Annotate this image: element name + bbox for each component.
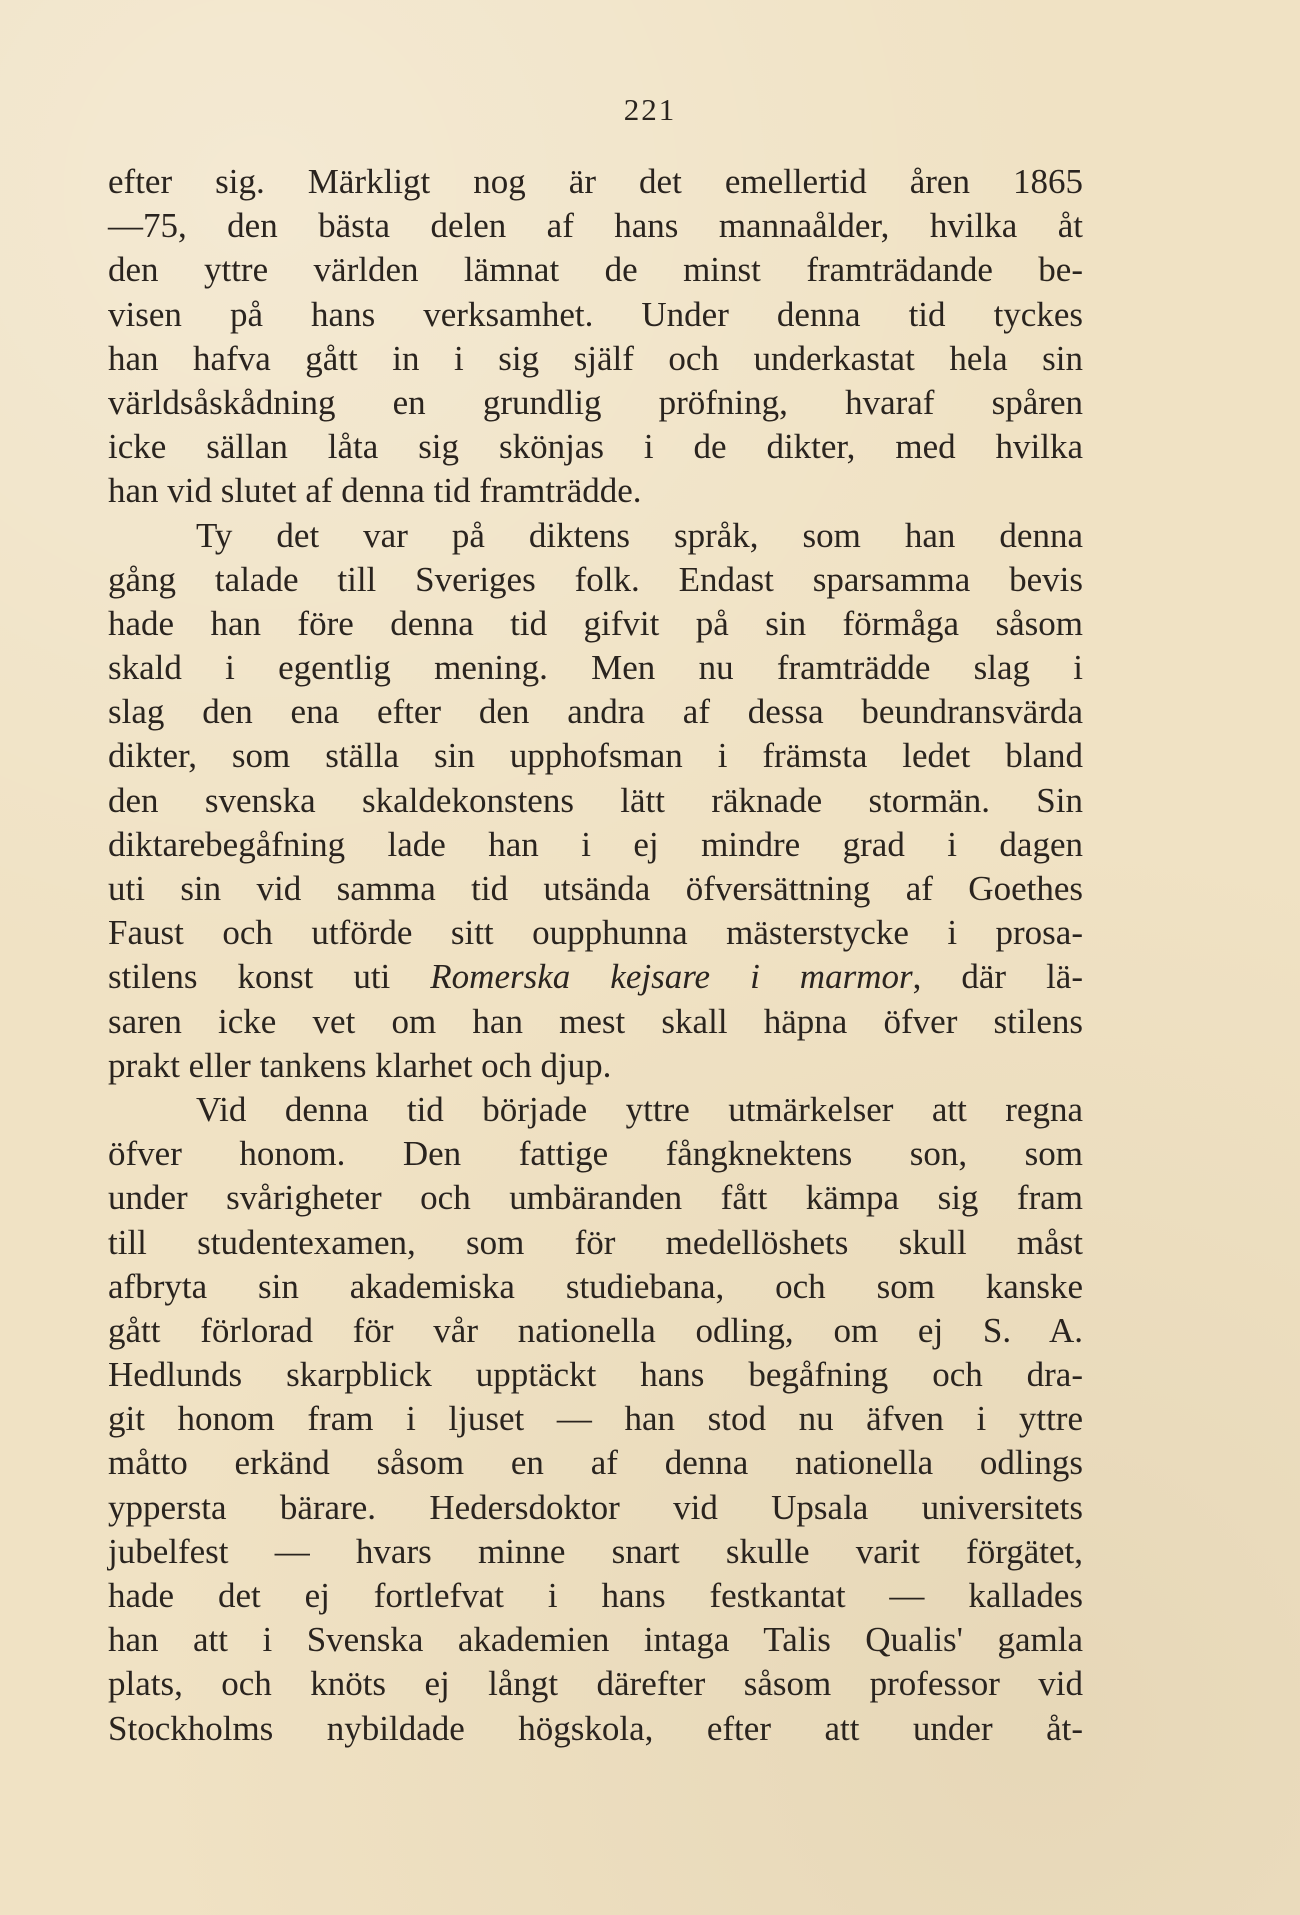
text-line: slag den ena efter den andra af dessa beundransvärda <box>108 692 1083 732</box>
text-line: efter sig. Märkligt nog är det emellertid åren 1865 <box>108 162 1083 201</box>
paragraph-start-line: Ty det var på diktens språk, som han denna <box>196 515 1083 555</box>
text-line: världsåskådning en grundlig pröfning, hvaraf spåren <box>108 382 1083 422</box>
text-line: yppersta bärare. Hedersdoktor vid Upsala universitets <box>108 1487 1083 1527</box>
paragraph-start-line: Vid denna tid började yttre utmärkelser att regna <box>196 1089 1083 1129</box>
text-line: Hedlunds skarpblick upptäckt hans begåfning och dra- <box>108 1355 1083 1395</box>
text-line: den yttre världen lämnat de minst framträdande be- <box>108 250 1083 290</box>
text-line: jubelfest — hvars minne snart skulle varit förgätet, <box>108 1531 1083 1571</box>
text-line-with-title <box>108 955 1083 999</box>
text-line: —75, den bästa delen af hans mannaålder, hvilka åt <box>108 206 1083 246</box>
text-line: måtto erkänd såsom en af denna nationella odlings <box>108 1443 1083 1483</box>
text-line: dikter, som ställa sin upphofsman i främsta ledet bland <box>108 736 1083 776</box>
text-line: skald i egentlig mening. Men nu framträdde slag i <box>108 648 1083 688</box>
text-line: afbryta sin akademiska studiebana, och som kanske <box>108 1266 1083 1306</box>
text-line: plats, och knöts ej långt därefter såsom professor vid <box>108 1664 1083 1704</box>
text-line: uti sin vid samma tid utsända öfversättning af Goethes <box>108 869 1083 908</box>
text-line: öfver honom. Den fattige fångknektens son, som <box>108 1134 1083 1174</box>
text-line: han hafva gått in i sig själf och underkastat hela sin <box>108 338 1083 378</box>
text-line: gått förlorad för vår nationella odling, om ej S. A. <box>108 1310 1083 1350</box>
text-line: gång talade till Sveriges folk. Endast sparsamma bevis <box>108 559 1083 599</box>
body-text <box>108 160 1083 1751</box>
italic-work-title: Romerska kejsare i marmor <box>430 957 913 997</box>
text-line: icke sällan låta sig skönjas i de dikter, med hvilka <box>108 427 1083 467</box>
line-after-title: , där lä- <box>912 957 1083 997</box>
text-line: den svenska skaldekonstens lätt räknade stormän. Sin <box>108 780 1083 820</box>
line-before-title: stilens konst uti <box>108 957 431 997</box>
page-number: 221 <box>623 92 677 127</box>
text-line: han vid slutet af denna tid framträdde. <box>108 471 642 511</box>
text-line: prakt eller tankens klarhet och djup. <box>108 1045 612 1085</box>
text-line: Stockholms nybildade högskola, efter att under åt- <box>108 1708 1083 1748</box>
text-line: han att i Svenska akademien intaga Talis Qualis' gamla <box>108 1620 1083 1660</box>
text-line: diktarebegåfning lade han i ej mindre grad i dagen <box>108 824 1083 864</box>
text-line: Faust och utförde sitt oupphunna mästerstycke i prosa- <box>108 913 1083 953</box>
text-line: visen på hans verksamhet. Under denna tid tyckes <box>108 294 1083 334</box>
text-line: git honom fram i ljuset — han stod nu äfven i yttre <box>108 1399 1083 1439</box>
text-line: under svårigheter och umbäranden fått kämpa sig fram <box>108 1178 1083 1218</box>
text-line: hade det ej fortlefvat i hans festkantat — kallades <box>108 1576 1083 1615</box>
text-line: saren icke vet om han mest skall häpna öfver stilens <box>108 1001 1083 1041</box>
text-line: till studentexamen, som för medellöshets skull måst <box>108 1222 1083 1262</box>
text-line: hade han före denna tid gifvit på sin förmåga såsom <box>108 603 1083 643</box>
